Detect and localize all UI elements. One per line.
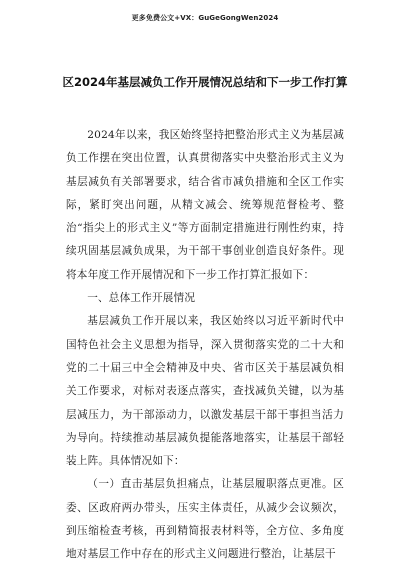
intro-paragraph: 2024年以来，我区始终坚持把整治形式主义为基层减负工作摆在突出位置，认真贯彻落实中央整治形式主义为基层减负有关部署要求，结合省市减负措施和全区工作实际，紧盯突出问题，从精文减会、统筹规范督检考、整治“指尖上的形式主义”等方面制定措施进行刚性约束，持续巩固基层减负成果，为干部干事创业创造良好条件。现将本年度工作开展情况和下一步工作打算汇报如下： xyxy=(66,129,344,281)
list-item-paragraph: （一）直击基层负担痛点，让基层履职落点更准。区委、区政府两办带头，压实主体责任，从减少会议频次，到压缩检查考核，再到精简报表材料等，全方位、多角度地对基层工作中存在的形式主义问题进行整治，让基层干 xyxy=(66,478,344,561)
header-note: 更多免费公文+VX：GuGeGongWen2024 xyxy=(131,14,279,22)
section-paragraph: 基层减负工作开展以来，我区始终以习近平新时代中国特色社会主义思想为指导，深入贯彻落实党的二十大和党的二十届三中全会精神及中央、省市区关于基层减负相关工作要求，对标对表逐点落实，查找减负关键，以为基层减压力，为干部添动力，以激发基层干部干事担当活力为导向。持续推动基层减负提能落地落实，让基层干部轻装上阵。具体情况如下： xyxy=(66,315,344,468)
document-body xyxy=(66,124,344,567)
document-title: 区2024年基层减负工作开展情况总结和下一步工作打算 xyxy=(62,75,348,89)
section-heading: 一、总体工作开展情况 xyxy=(87,292,196,305)
